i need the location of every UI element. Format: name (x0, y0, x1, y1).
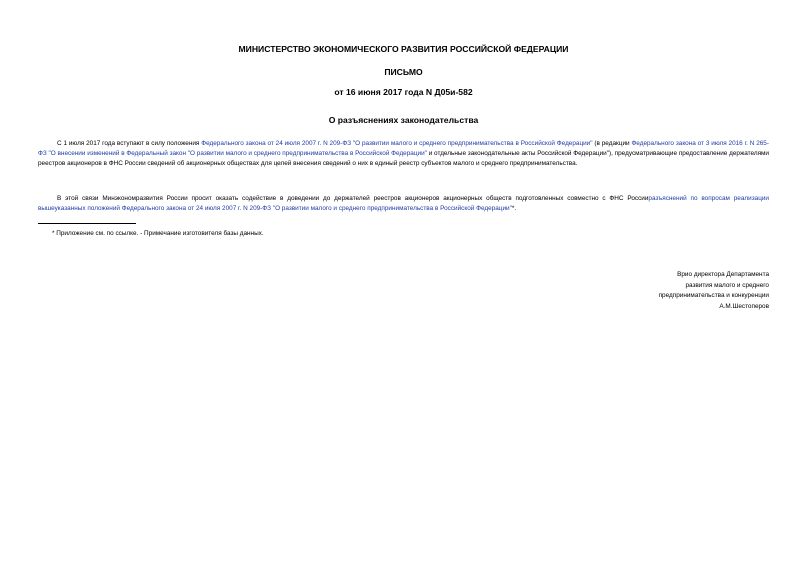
paragraph-2 (38, 194, 769, 214)
signature-line-1: Врио директора Департамента (677, 271, 769, 278)
paragraph-1 (38, 139, 769, 170)
paragraph-2-text-2: *. (511, 205, 517, 213)
ministry-heading: МИНИСТЕРСТВО ЭКОНОМИЧЕСКОГО РАЗВИТИЯ РОССИЙСКОЙ ФЕДЕРАЦИИ (238, 44, 569, 54)
clarifications-link[interactable]: разъяснений по вопросам реализации вышеуказанных положений Федерального закона от 24 июля 2007 г. N 209-ФЗ "О развитии малого и среднего предпринимательства в Российской Федерации" (38, 195, 769, 213)
document-subject: О разъяснениях законодательства (328, 115, 479, 125)
signature-line-3: предпринимательства и конкуренции (658, 292, 769, 300)
law-265-fz-link[interactable]: Федерального закона от 3 июля 2016 г. N 265-ФЗ "О внесении изменений в Федеральный закон "О развитии малого и среднего предпринимательства в Российской Федерации" (38, 140, 769, 158)
paragraph-1-text-1: С 1 июля 2017 года вступают в силу положения (57, 140, 202, 147)
paragraph-1-text-2: (в редакции (592, 140, 632, 147)
signature-block (469, 270, 769, 312)
footnote-divider (38, 223, 136, 224)
paragraph-2-text-1: В этой связи Минэкономразвития России просит оказать содействие в доведении до держателей реестров акционеров акционерных обществ подготовленных совместно с ФНС России (57, 195, 649, 202)
signature-line-2: развития малого и среднего (685, 281, 769, 289)
footnote: * Приложение см. по ссылке. - Примечание изготовителя базы данных. (52, 230, 264, 237)
signatory-name: А.М.Шестоперов (719, 302, 769, 310)
paragraph-1-text-3: и отдельные законодательные акты Российской Федерации"), предусматривающие предоставление держателями реестров акционеров в ФНС России сведений об акционерных обществах для целей внесения сведений о них в единый реестр субъектов малого и среднего предпринимательства. (38, 150, 769, 168)
document-type-heading: ПИСЬМО (384, 67, 423, 77)
law-209-fz-link[interactable]: Федерального закона от 24 июля 2007 г. N 209-ФЗ "О развитии малого и среднего предпринимательства в Российской Федерации" (201, 140, 593, 147)
document-date-number: от 16 июня 2017 года N Д05и-582 (334, 87, 473, 97)
